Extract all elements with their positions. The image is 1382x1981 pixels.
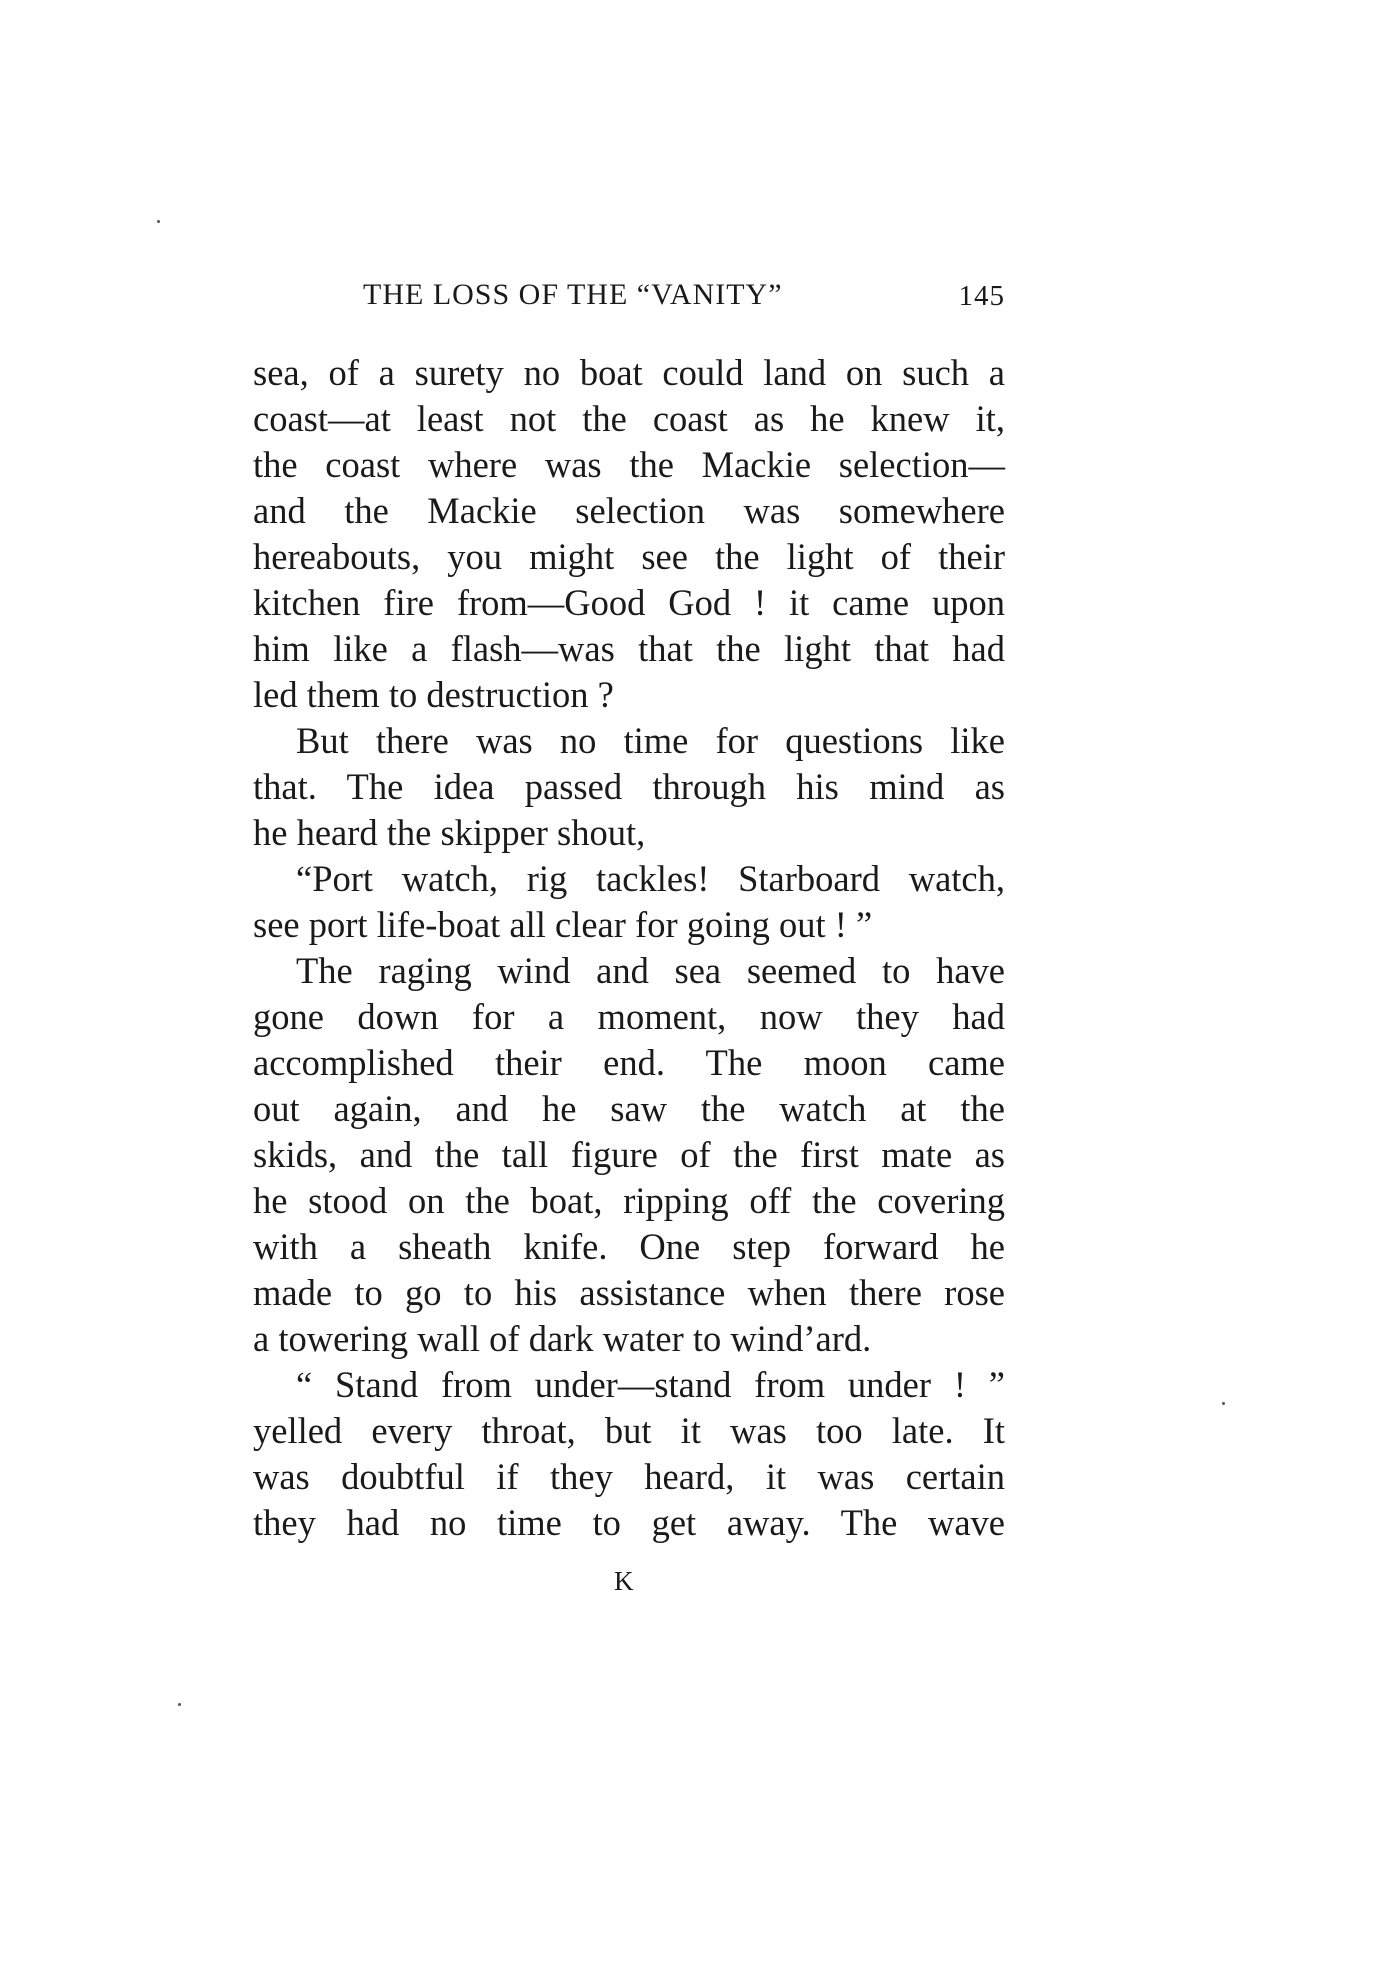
page-number: 145: [958, 280, 1005, 312]
text-line: he heard the skipper shout,: [253, 812, 646, 853]
running-title: THE LOSS OF THE “VANITY”: [363, 278, 783, 311]
text-line: made to go to his assistance when there rose: [253, 1272, 1005, 1313]
text-line: yelled every throat, but it was too late. It: [253, 1410, 1005, 1451]
scan-speck: [178, 1703, 181, 1706]
text-line: accomplished their end. The moon came: [253, 1042, 1005, 1083]
text-line: see port life-boat all clear for going out ! ”: [253, 904, 873, 945]
signature-mark: K: [614, 1566, 634, 1596]
text-line: skids, and the tall figure of the first mate as: [253, 1134, 1005, 1175]
text-line: gone down for a moment, now they had: [253, 996, 1005, 1037]
text-line: coast—at least not the coast as he knew it,: [253, 398, 1005, 439]
text-line: But there was no time for questions like: [296, 720, 1005, 761]
text-line: they had no time to get away. The wave: [253, 1502, 1005, 1543]
body-text: [253, 350, 1005, 1546]
text-line: sea, of a surety no boat could land on such a: [253, 352, 1005, 393]
text-line: led them to destruction ?: [253, 674, 614, 715]
text-line: out again, and he saw the watch at the: [253, 1088, 1005, 1129]
text-line: hereabouts, you might see the light of their: [253, 536, 1005, 577]
scan-speck: [1222, 1402, 1225, 1405]
text-line: and the Mackie selection was somewhere: [253, 490, 1005, 531]
text-line: kitchen fire from—Good God ! it came upon: [253, 582, 1005, 623]
text-line: “ Stand from under—stand from under ! ”: [296, 1364, 1005, 1405]
scan-speck: [157, 220, 160, 223]
text-line: with a sheath knife. One step forward he: [253, 1226, 1005, 1267]
text-line: he stood on the boat, ripping off the covering: [253, 1180, 1005, 1221]
text-line: The raging wind and sea seemed to have: [296, 950, 1005, 991]
text-line: that. The idea passed through his mind as: [253, 766, 1005, 807]
text-line: him like a flash—was that the light that had: [253, 628, 1005, 669]
text-line: the coast where was the Mackie selection—: [253, 444, 1005, 485]
text-line: “Port watch, rig tackles! Starboard watch,: [296, 858, 1005, 899]
text-line: was doubtful if they heard, it was certain: [253, 1456, 1005, 1497]
running-head: [255, 278, 1005, 318]
text-line: a towering wall of dark water to wind’ard.: [253, 1318, 872, 1359]
